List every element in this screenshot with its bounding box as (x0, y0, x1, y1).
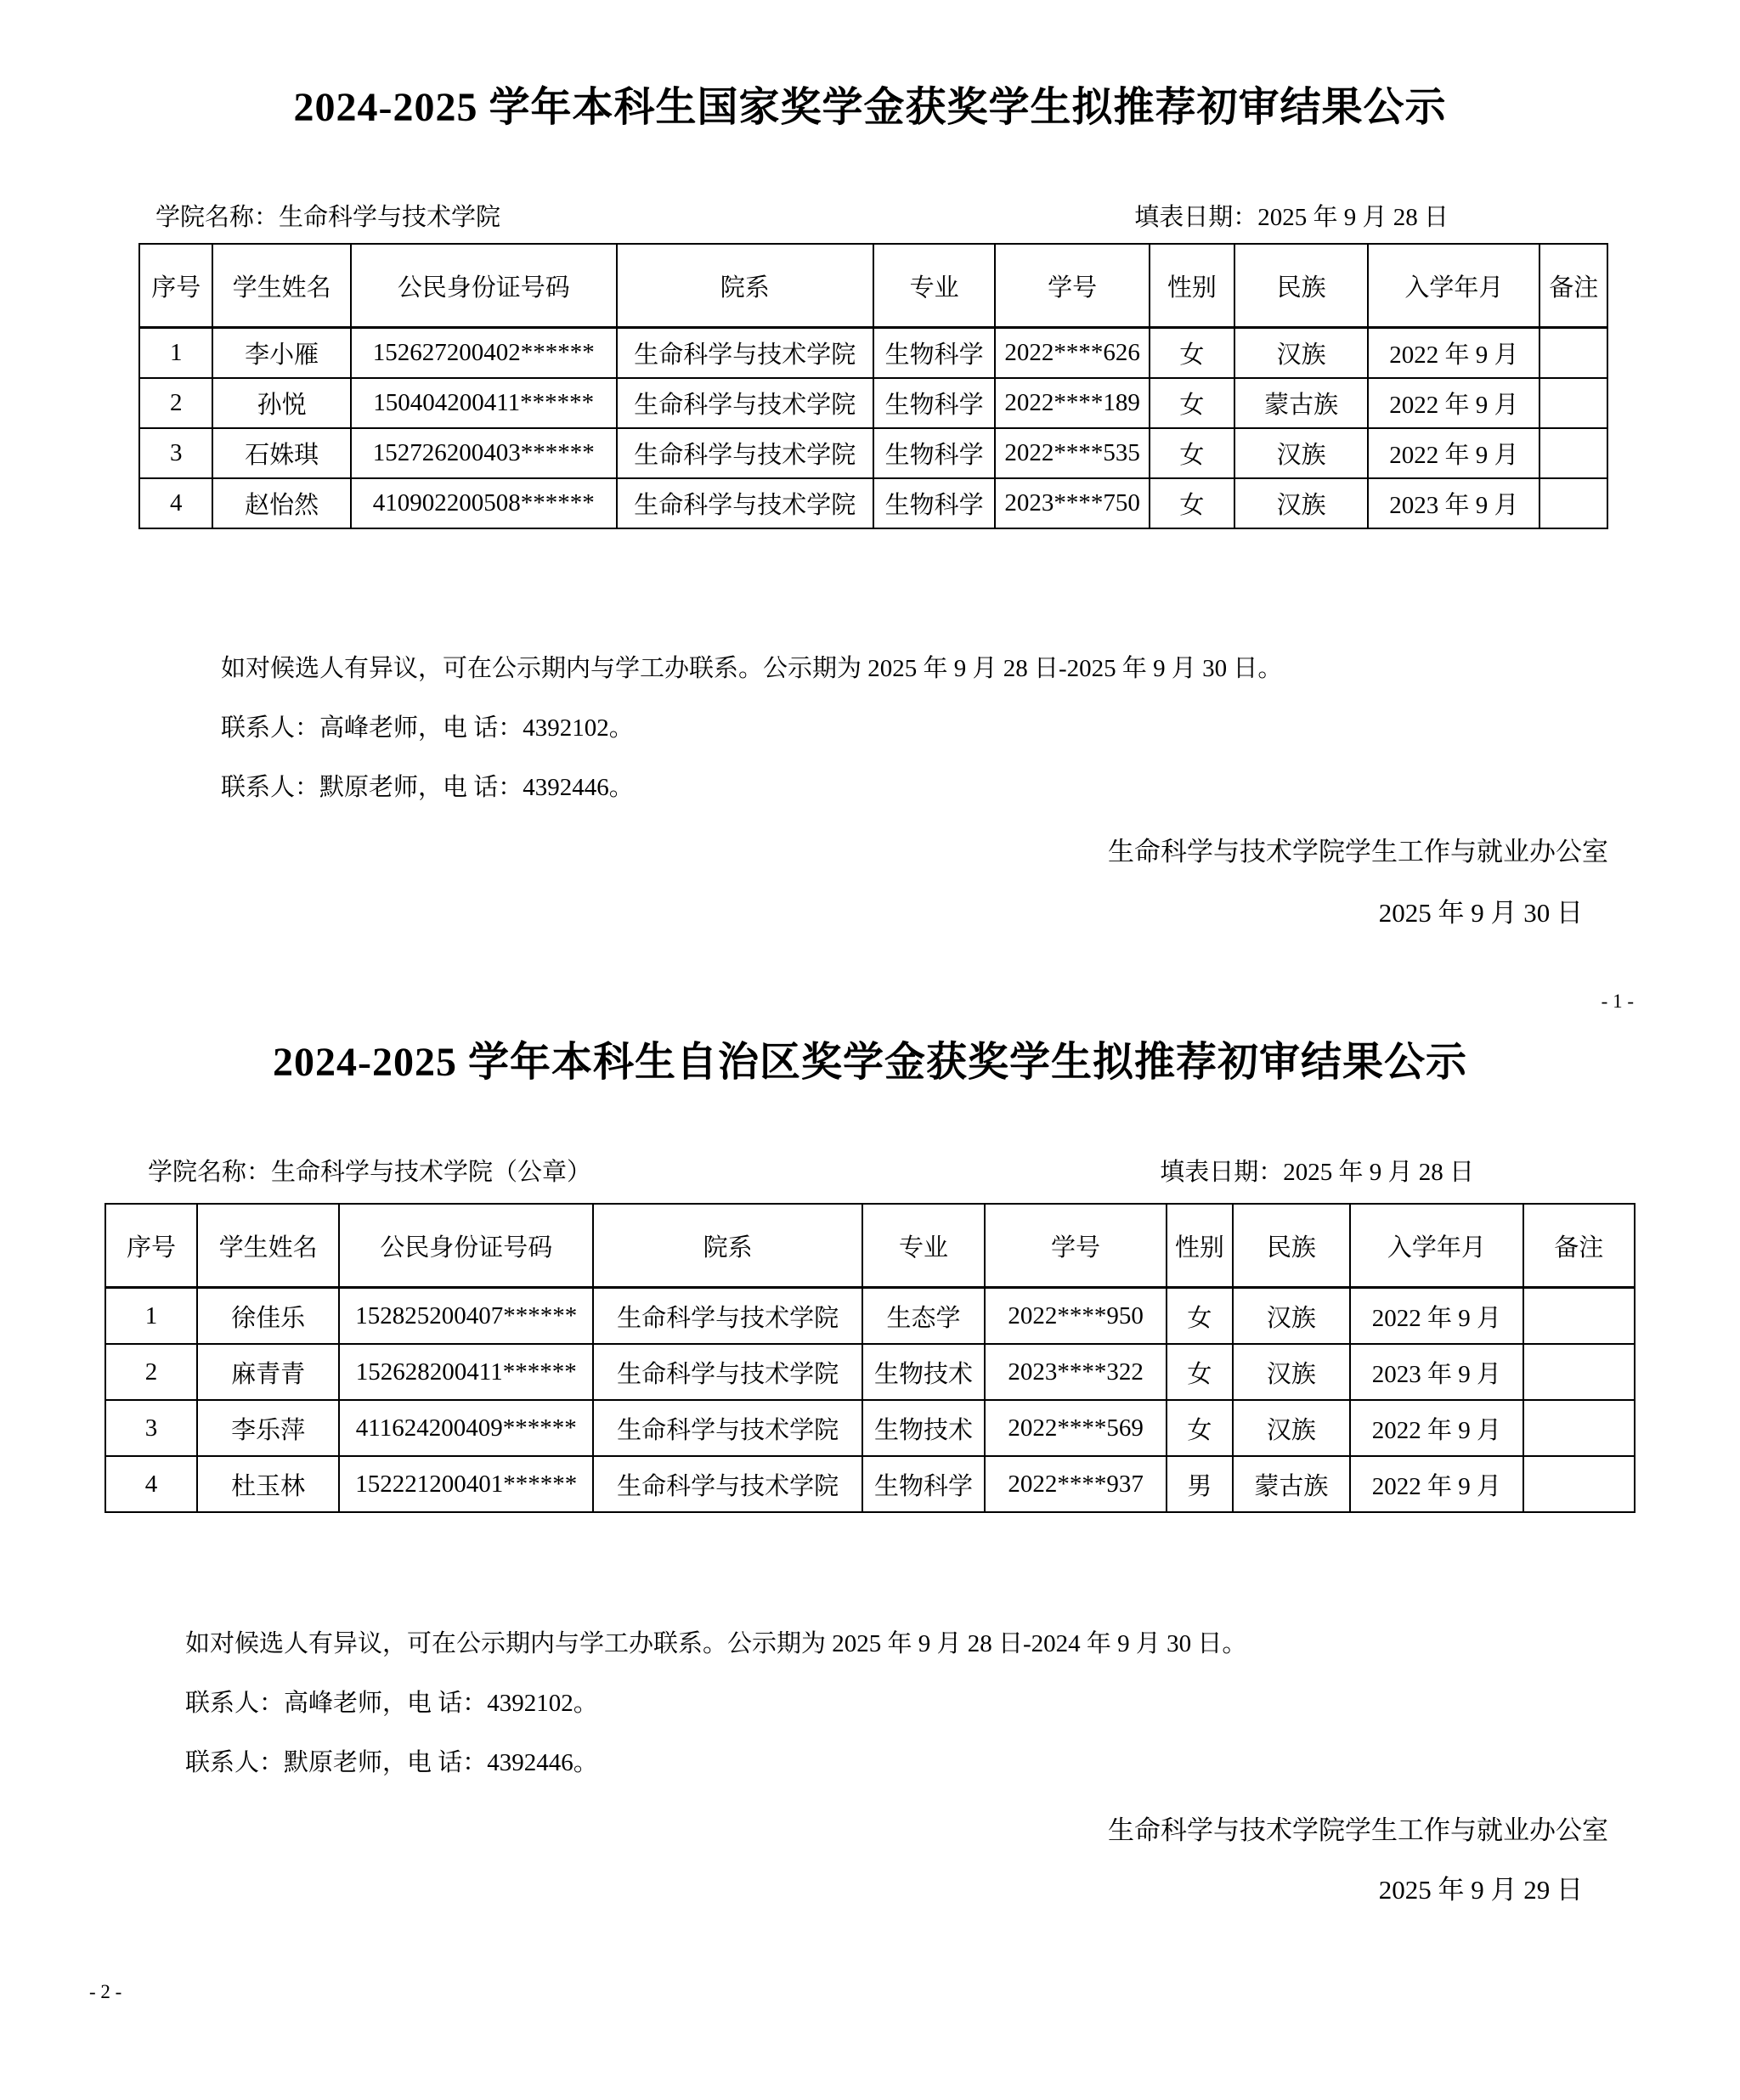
table-cell: 2023****322 (985, 1344, 1167, 1400)
table-cell: 411624200409****** (339, 1400, 593, 1456)
table-cell (1539, 378, 1607, 428)
table-cell (1523, 1456, 1635, 1512)
table-cell: 女 (1150, 478, 1234, 528)
column-header: 专业 (873, 244, 995, 328)
column-header: 序号 (139, 244, 212, 328)
table-cell: 女 (1150, 428, 1234, 478)
column-header: 序号 (105, 1204, 197, 1288)
column-header: 学号 (995, 244, 1149, 328)
contact-line: 联系人：默原老师，电 话：4392446。 (185, 1749, 598, 1776)
table-cell: 汉族 (1233, 1288, 1351, 1345)
table-cell: 2023 年 9 月 (1350, 1344, 1522, 1400)
table-cell: 2022****189 (995, 378, 1149, 428)
issuing-office: 生命科学与技术学院学生工作与就业办公室 (1108, 837, 1608, 867)
table-cell: 1 (139, 328, 212, 379)
table-cell: 男 (1167, 1456, 1232, 1512)
table-cell: 生命科学与技术学院 (593, 1400, 862, 1456)
table-cell: 生态学 (862, 1288, 985, 1345)
table-cell: 生命科学与技术学院 (617, 328, 873, 379)
table-cell: 女 (1167, 1288, 1232, 1345)
column-header: 院系 (617, 244, 873, 328)
column-header: 民族 (1234, 244, 1368, 328)
table-header-row (139, 244, 1607, 328)
page-number: - 2 - (89, 1981, 122, 2002)
column-header: 性别 (1167, 1204, 1232, 1288)
table-cell: 生物科学 (873, 378, 995, 428)
table-cell: 汉族 (1234, 478, 1368, 528)
table-cell: 杜玉林 (197, 1456, 339, 1512)
contact-line: 联系人：高峰老师，电 话：4392102。 (221, 714, 634, 742)
table-cell: 1 (105, 1288, 197, 1345)
table-cell: 女 (1167, 1344, 1232, 1400)
table-cell: 2 (139, 378, 212, 428)
notice-block (221, 657, 1740, 800)
page-title: 2024-2025 学年本科生自治区奖学金获奖学生拟推荐初审结果公示 (273, 1040, 1467, 1085)
notice-block (185, 1632, 1740, 1775)
table-cell: 生物科学 (873, 428, 995, 478)
table-cell: 生物科学 (873, 328, 995, 379)
column-header: 学生姓名 (197, 1204, 339, 1288)
table-cell: 2022 年 9 月 (1350, 1456, 1522, 1512)
table-cell: 汉族 (1233, 1400, 1351, 1456)
table-row (139, 328, 1607, 379)
table-cell: 2022****626 (995, 328, 1149, 379)
fill-date-label: 填表日期：2025 年 9 月 28 日 (1134, 204, 1449, 231)
table-cell: 生命科学与技术学院 (617, 428, 873, 478)
table-cell: 蒙古族 (1234, 378, 1368, 428)
table-cell: 2023 年 9 月 (1368, 478, 1539, 528)
table-cell: 4 (139, 478, 212, 528)
contact-line: 联系人：高峰老师，电 话：4392102。 (185, 1690, 598, 1717)
table-cell (1539, 328, 1607, 379)
scholarship-table (138, 243, 1608, 529)
column-header: 性别 (1150, 244, 1234, 328)
table-cell: 女 (1150, 328, 1234, 379)
table-cell: 2022****535 (995, 428, 1149, 478)
table-row (139, 428, 1607, 478)
column-header: 专业 (862, 1204, 985, 1288)
table-cell: 女 (1150, 378, 1234, 428)
page-number: - 1 - (1601, 991, 1634, 1012)
issuing-office: 生命科学与技术学院学生工作与就业办公室 (1108, 1815, 1608, 1845)
table-cell: 152627200402****** (351, 328, 617, 379)
scholarship-table (105, 1203, 1635, 1513)
college-name-label: 学院名称：生命科学与技术学院（公章） (148, 1159, 592, 1186)
table-cell: 410902200508****** (351, 478, 617, 528)
table-cell: 生物科学 (873, 478, 995, 528)
table-cell: 徐佳乐 (197, 1288, 339, 1345)
table-cell: 生命科学与技术学院 (593, 1288, 862, 1345)
page-title: 2024-2025 学年本科生国家奖学金获奖学生拟推荐初审结果公示 (293, 85, 1447, 130)
column-header: 公民身份证号码 (339, 1204, 593, 1288)
column-header: 院系 (593, 1204, 862, 1288)
table-cell: 2022 年 9 月 (1368, 378, 1539, 428)
sign-date: 2025 年 9 月 29 日 (1378, 1875, 1583, 1905)
table-row (105, 1288, 1635, 1345)
table-cell: 石姝琪 (212, 428, 350, 478)
table-cell: 2022****950 (985, 1288, 1167, 1345)
column-header: 入学年月 (1368, 244, 1539, 328)
table-cell: 2022****569 (985, 1400, 1167, 1456)
table-row (105, 1344, 1635, 1400)
table-cell: 2022 年 9 月 (1350, 1288, 1522, 1345)
table-cell: 2 (105, 1344, 197, 1400)
meta-row (105, 1155, 1635, 1189)
column-header: 学生姓名 (212, 244, 350, 328)
table-cell: 3 (139, 428, 212, 478)
table-cell: 生命科学与技术学院 (593, 1344, 862, 1400)
table-cell: 生物技术 (862, 1344, 985, 1400)
table-cell: 赵怡然 (212, 478, 350, 528)
table-cell: 生命科学与技术学院 (617, 478, 873, 528)
table-cell: 女 (1167, 1400, 1232, 1456)
objection-notice: 如对候选人有异议，可在公示期内与学工办联系。公示期为 2025 年 9 月 28 日-2024 年 9 月 30 日。 (185, 1630, 1247, 1657)
table-cell: 生物技术 (862, 1400, 985, 1456)
region-scholarship-section (0, 1011, 1740, 2001)
table-cell: 3 (105, 1400, 197, 1456)
table-cell: 2022 年 9 月 (1368, 428, 1539, 478)
table-row (139, 478, 1607, 528)
table-cell (1523, 1400, 1635, 1456)
table-row (105, 1400, 1635, 1456)
table-cell: 2022****937 (985, 1456, 1167, 1512)
column-header: 公民身份证号码 (351, 244, 617, 328)
table-cell: 汉族 (1233, 1344, 1351, 1400)
table-cell: 孙悦 (212, 378, 350, 428)
table-cell: 李小雁 (212, 328, 350, 379)
sign-date: 2025 年 9 月 30 日 (1378, 898, 1583, 928)
table-cell: 汉族 (1234, 328, 1368, 379)
column-header: 学号 (985, 1204, 1167, 1288)
table-row (139, 378, 1607, 428)
table-cell (1523, 1288, 1635, 1345)
contact-line: 联系人：默原老师，电 话：4392446。 (221, 774, 634, 801)
table-cell (1539, 478, 1607, 528)
table-cell: 152825200407****** (339, 1288, 593, 1345)
table-cell (1539, 428, 1607, 478)
table-cell: 152628200411****** (339, 1344, 593, 1400)
column-header: 民族 (1233, 1204, 1351, 1288)
table-cell: 生物科学 (862, 1456, 985, 1512)
table-cell: 4 (105, 1456, 197, 1512)
table-cell: 2022 年 9 月 (1368, 328, 1539, 379)
meta-row (138, 200, 1608, 234)
college-name-label: 学院名称：生命科学与技术学院 (155, 204, 501, 231)
column-header: 备注 (1539, 244, 1607, 328)
table-cell: 152726200403****** (351, 428, 617, 478)
table-header-row (105, 1204, 1635, 1288)
table-cell: 2022 年 9 月 (1350, 1400, 1522, 1456)
table-cell: 2023****750 (995, 478, 1149, 528)
table-cell: 麻青青 (197, 1344, 339, 1400)
table-cell: 蒙古族 (1233, 1456, 1351, 1512)
table-cell: 150404200411****** (351, 378, 617, 428)
objection-notice: 如对候选人有异议，可在公示期内与学工办联系。公示期为 2025 年 9 月 28 日-2025 年 9 月 30 日。 (221, 655, 1283, 682)
table-cell: 李乐萍 (197, 1400, 339, 1456)
table-cell: 生命科学与技术学院 (593, 1456, 862, 1512)
national-scholarship-section (0, 0, 1740, 1011)
table-cell: 汉族 (1234, 428, 1368, 478)
column-header: 入学年月 (1350, 1204, 1522, 1288)
fill-date-label: 填表日期：2025 年 9 月 28 日 (1160, 1159, 1474, 1186)
table-cell (1523, 1344, 1635, 1400)
column-header: 备注 (1523, 1204, 1635, 1288)
table-row (105, 1456, 1635, 1512)
table-cell: 生命科学与技术学院 (617, 378, 873, 428)
table-cell: 152221200401****** (339, 1456, 593, 1512)
